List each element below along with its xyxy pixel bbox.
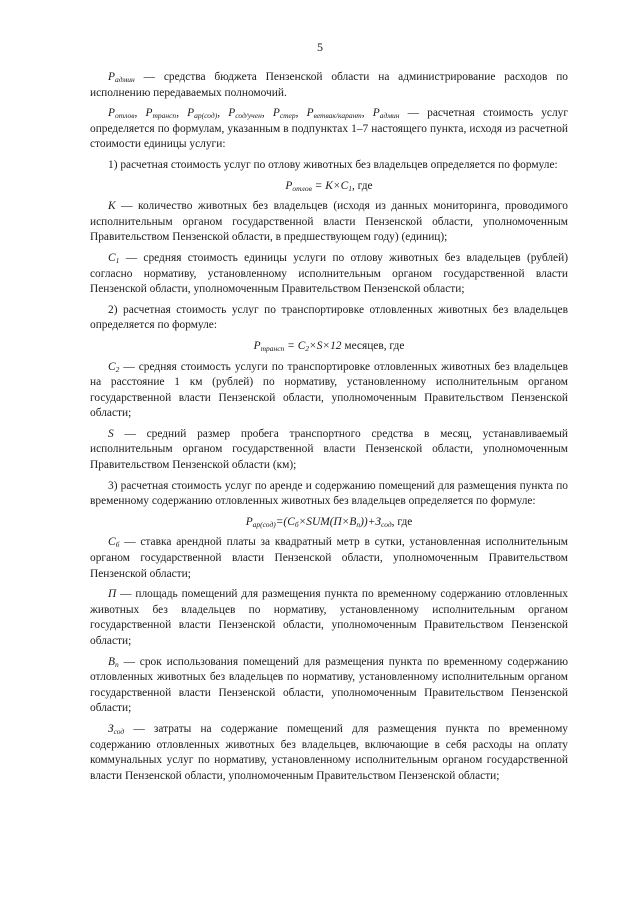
subscript-2: 2 (115, 364, 120, 374)
subscript-sod: сод (113, 726, 125, 736)
paragraph-text: — расчетная стоимость услуг определяется по формулам, указанным в подпунктах 1–7 настоящего пункта, исходя из расчетной стоимости единицы услуги: (90, 107, 569, 151)
symbol-p: P (228, 107, 236, 120)
symbol-p: P (285, 179, 293, 192)
formula-tail: , где (351, 179, 373, 192)
paragraph-c2-definition (90, 360, 568, 422)
formula-mid: ×SUM(П×B (298, 515, 357, 528)
symbol-p: P (245, 515, 253, 528)
symbol-pi: П (108, 588, 117, 601)
subscript-transp: трансп (152, 111, 177, 121)
symbol-p: P (272, 107, 280, 120)
symbol-p: P (306, 107, 314, 120)
formula-body: = K×C (314, 179, 349, 192)
subscript-6: б (115, 540, 120, 550)
paragraph-3-intro: 3) расчетная стоимость услуг по аренде и содержанию помещений для размещения пункта по временному содержанию отловленных животных без владельцев определяется по формуле: (90, 479, 568, 508)
subscript-admin: админ (379, 111, 400, 121)
symbol-c: C (108, 251, 116, 264)
subscript-vetkarant: ветвак/карант (313, 111, 362, 121)
separator: , (134, 107, 146, 120)
paragraph-pi-definition (90, 587, 568, 649)
subscript-arsod: ар(сод) (252, 519, 276, 529)
symbol-s: S (108, 427, 114, 440)
paragraph-text: — количество животных без владельцев (исходя из данных мониторинга, проводимого исполнительным органом государственной власти Пензенской области, уполномоченным Правительством Пензенской области, в предшествующем году) (единиц); (90, 200, 568, 244)
subscript-1: 1 (115, 255, 120, 265)
paragraph-text: — средства бюджета Пензенской области на администрирование расходов по исполнению передаваемых полномочий. (90, 71, 568, 99)
subscript-n: n (114, 659, 119, 669)
paragraph-2-intro: 2) расчетная стоимость услуг по транспортировке отловленных животных без владельцев определяется по формуле: (90, 303, 568, 332)
subscript-soduchen: сод/учен (235, 111, 262, 121)
paragraph-bn-definition (90, 655, 568, 717)
paragraph-zsod-definition (90, 722, 568, 784)
formula-tail: месяцев, где (341, 339, 405, 352)
paragraph-c6-definition (90, 535, 568, 582)
formula-mid: ×S×12 (309, 339, 342, 352)
separator: , (361, 107, 373, 120)
formula-end: ))+З (360, 515, 382, 528)
paragraph-text: — средний размер пробега транспортного средства в месяц, устанавливаемый исполнительным органом государственной власти Пензенской области, уполномоченным Правительством Пензенской области (км); (90, 427, 568, 472)
paragraph-admin-definition (90, 70, 568, 101)
paragraph-text: — затраты на содержание помещений для размещения пункта по временному содержанию отловленных животных без владельцев, включающие в себя расходы на оплату коммунальных услуг по нормативу, установленному исполнительным органом государственной власти Пензенской области, уполномоченным Правительством Пензенской области; (90, 722, 568, 782)
formula-tail: , где (391, 515, 413, 528)
formula-otlov (90, 179, 568, 195)
separator: , (261, 107, 273, 120)
formula-body: = C (287, 339, 306, 352)
paragraph-k-definition (90, 199, 568, 246)
subscript-1: 1 (348, 183, 352, 193)
symbol-p: P (372, 107, 380, 120)
symbol-k: K (108, 200, 116, 213)
formula-arsod (90, 515, 568, 531)
document-body (90, 70, 568, 789)
paragraph-cost-variables (90, 106, 568, 153)
page-number: 5 (317, 40, 323, 54)
paragraph-text: — срок использования помещений для размещения пункта по временному содержанию отловленных животных без владельцев по нормативу, установленному исполнительным органом государственной власти Пензенской области, уполномоченным Правительством Пензенской области; (90, 655, 568, 715)
symbol-p: P (253, 339, 261, 352)
subscript-otlov: отлов (292, 183, 312, 193)
symbol-p: P (108, 71, 115, 83)
subscript-admin: админ (114, 75, 135, 84)
symbol-p: P (108, 107, 115, 120)
subscript-2: 2 (305, 343, 310, 353)
subscript-arsod: ар(сод) (194, 111, 218, 121)
paragraph-c1-definition (90, 251, 568, 298)
formula-transp (90, 339, 568, 355)
subscript-otlov: отлов (114, 111, 135, 121)
subscript-transp: трансп (260, 343, 285, 353)
paragraph-1-intro: 1) расчетная стоимость услуг по отлову животных без владельцев определяется по формуле: (108, 158, 558, 171)
paragraph-text: — ставка арендной платы за квадратный метр в сутки, установленная исполнительным органом государственной власти Пензенской области, уполномоченным Правительством Пензенской области; (90, 536, 568, 580)
symbol-p: P (187, 107, 195, 120)
symbol-b: B (108, 655, 115, 668)
paragraph-s-definition (90, 427, 568, 474)
symbol-p: P (145, 107, 153, 120)
paragraph-text: — площадь помещений для размещения пункта по временному содержанию отловленных животных без владельцев по нормативу, установленному исполнительным органом государственной власти Пензенской области, уполномоченным Правительством Пензенской области; (90, 588, 568, 647)
subscript-ster: стер (279, 111, 296, 121)
symbol-c: C (108, 360, 116, 373)
formula-body: =(C (275, 515, 295, 528)
separator: , (217, 107, 229, 120)
separator: , (176, 107, 188, 120)
subscript-6: б (294, 519, 299, 529)
separator: , (295, 107, 307, 120)
paragraph-text: — средняя стоимость услуги по транспортировке отловленных животных без владельцев на расстояние 1 км (рублей) по нормативу, установленному исполнительным органом государственной власти Пензенской области, уполномоченным Правительством Пензенской области; (90, 360, 568, 420)
paragraph-text: — средняя стоимость единицы услуги по отлову животных без владельцев (рублей) согласно нормативу, установленному исполнительным органом государственной власти Пензенской области, уполномоченным Правительством Пензенской области; (90, 251, 568, 296)
subscript-n: n (356, 519, 361, 529)
symbol-c: C (108, 536, 116, 549)
symbol-z: З (108, 722, 114, 735)
subscript-sod: сод (381, 519, 392, 529)
